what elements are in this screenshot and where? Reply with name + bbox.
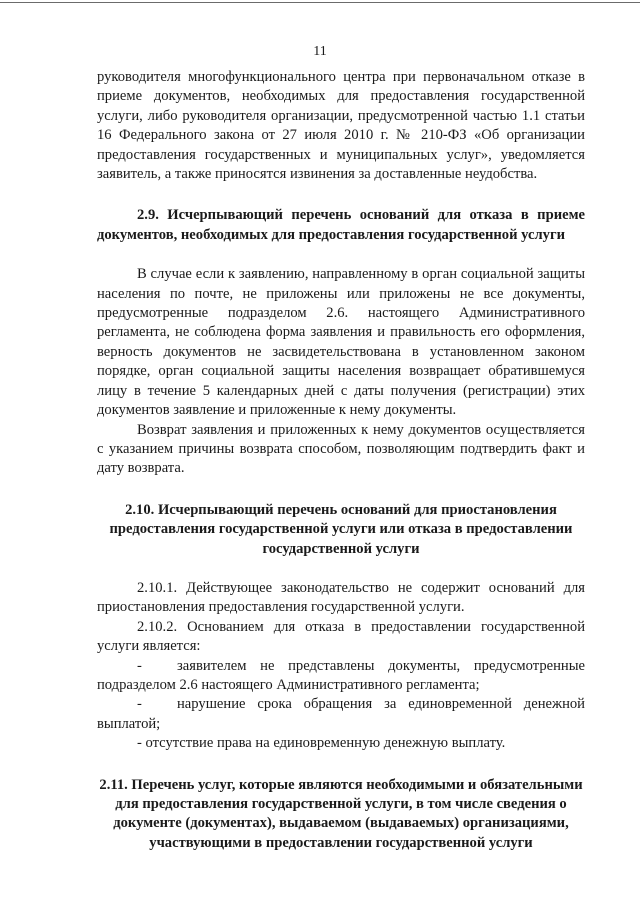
list-item-no-right: - отсутствие права на единовременную денежную выплату. [137,735,506,752]
section-heading-2-11: 2.11. Перечень услуг, которые являются необходимыми и обязательными для предоставления государственной услуги, в том числе сведения о документе (документах), выдаваемом (выдаваемых) организациями, участвующими в предоставлении государственной услуги [99,776,583,851]
paragraph-2-10-2: 2.10.2. Основанием для отказа в предоставлении государственной услуги является: [97,618,585,655]
paragraph-return-conditions: В случае если к заявлению, направленному в орган социальной защиты населения по почте, не приложены или приложены не все документы, предусмотренные подразделом 2.6. настоящего Административного регламента, не соблюдена форма заявления и правильность его оформления, верность документов не засвидетельствована в установленном законом порядке, орган социальной защиты населения возвращает обратившемуся лицу в течение 5 календарных дней с даты получения (регистрации) этих документов заявление и приложенные к нему документы. [97,266,585,419]
paragraph-continuation: руководителя многофункционального центра при первоначальном отказе в приеме документов, необходимых для предоставления государственной услуги, либо руководителя организации, предусмотренной частью 1.1 статьи 16 Федерального закона от 27 июля 2010 г. № 210-ФЗ «Об организации предоставления государственных и муниципальных услуг», уведомляется заявитель, а также приносятся извинения за доставленные неудобства. [97,69,585,183]
paragraph-2-10-1: 2.10.1. Действующее законодательство не содержит оснований для приостановления предоставления государственной услуги. [97,579,585,616]
paragraph-return-method: Возврат заявления и приложенных к нему документов осуществляется с указанием причины возврата способом, позволяющим подтвердить факт и дату возврата. [97,421,585,477]
section-heading-2-9: 2.9. Исчерпывающий перечень оснований для отказа в приеме документов, необходимых для предоставления государственной услуги [97,207,585,243]
list-item-text: заявителем не представлены документы, предусмотренные подразделом 2.6 настоящего Административного регламента; [97,657,585,693]
list-dash: - [137,696,142,713]
section-heading-2-10: 2.10. Исчерпывающий перечень оснований для приостановления предоставления государственной услуги или отказа в предоставлении государственной услуги [109,501,573,557]
list-dash: - [137,657,142,674]
page-number: 11 [313,44,327,59]
list-item-documents-not-provided [97,657,585,696]
scan-top-edge-line [0,2,640,3]
document-body [97,68,585,853]
list-item-text: нарушение срока обращения за единовременной денежной выплатой; [97,696,585,732]
list-item-deadline-violation [97,695,585,734]
